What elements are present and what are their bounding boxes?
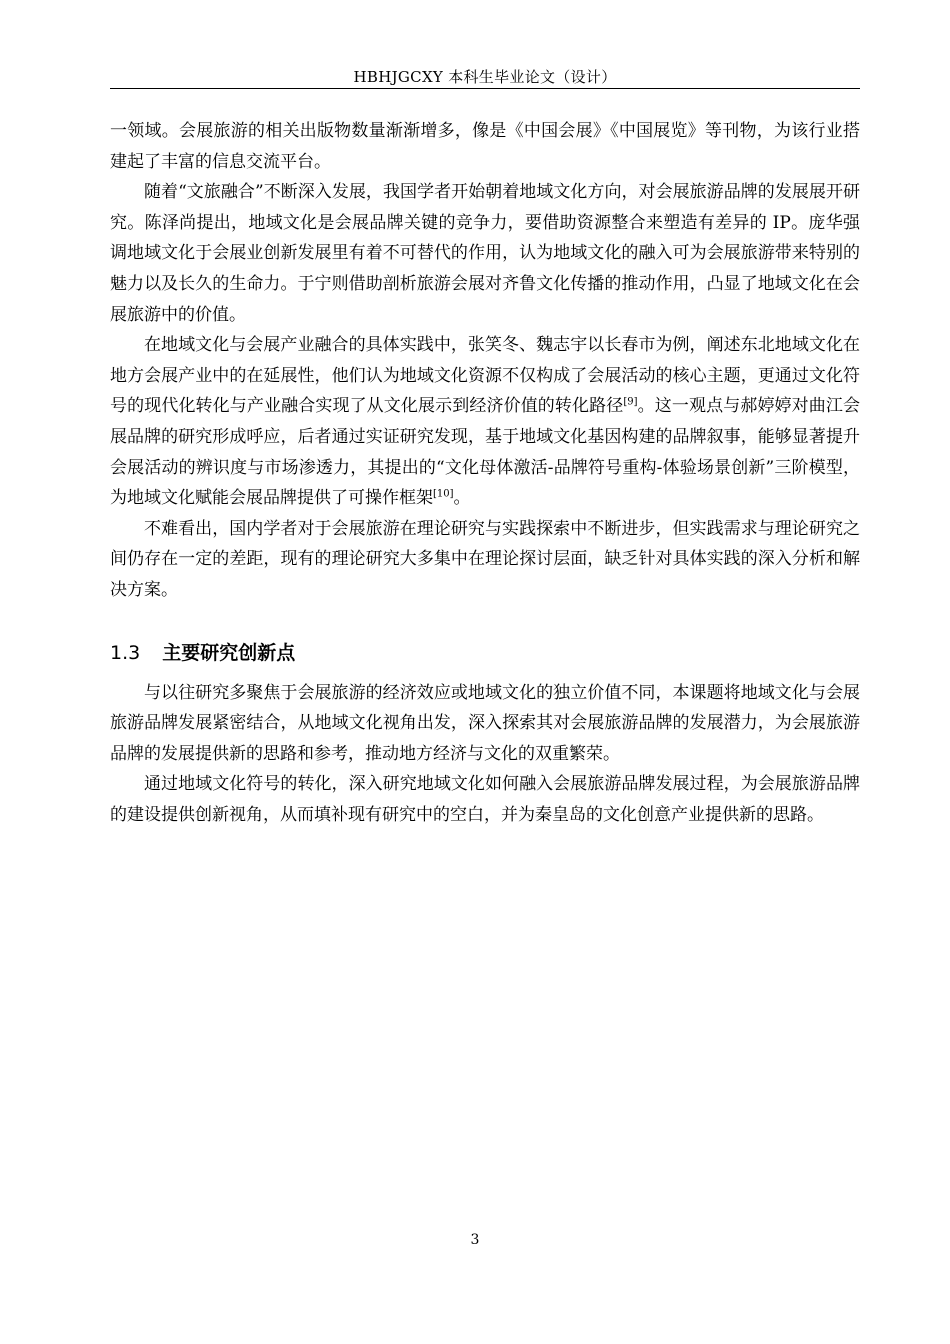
- citation-ref: [9]: [623, 396, 638, 408]
- body-paragraph: 不难看出，国内学者对于会展旅游在理论研究与实践探索中不断进步，但实践需求与理论研究之间仍存在一定的差距，现有的理论研究大多集中在理论探讨层面，缺乏针对具体实践的深入分析和解决方案。: [110, 518, 860, 600]
- paragraph-text: 。: [453, 488, 471, 509]
- body-paragraph: 随着“文旅融合”不断深入发展，我国学者开始朝着地域文化方向，对会展旅游品牌的发展展开研究。陈泽尚提出，地域文化是会展品牌关键的竞争力，要借助资源整合来塑造有差异的 IP。庞华强调地域文化于会展业创新发展里有着不可替代的作用，认为地域文化的融入可为会展旅游带来特别的魅力以及长久的生命力。于宁则借助剖析旅游会展对齐鲁文化传播的推动作用，凸显了地域文化在会展旅游中的价值。: [110, 182, 860, 325]
- header-divider: [110, 88, 860, 89]
- section-title: 主要研究创新点: [162, 641, 296, 664]
- paragraph-text: 在地域文化与会展产业融合的具体实践中，张笑冬、魏志宇以长春市为例，阐述东北地域文化在地方会展产业中的在延展性，他们认为地域文化资源不仅构成了会展活动的核心主题，更通过文化符号的现代化转化与产业融合实现了从文化展示到经济价值的转化路径: [110, 335, 860, 417]
- body-paragraph: [110, 330, 860, 514]
- section-number: 1.3: [110, 641, 141, 664]
- page-number: 3: [470, 1232, 480, 1248]
- running-header: HBHJGCXY 本科生毕业论文（设计）: [353, 68, 617, 86]
- body-paragraph: 通过地域文化符号的转化，深入研究地域文化如何融入会展旅游品牌发展过程，为会展旅游品牌的建设提供创新视角，从而填补现有研究中的空白，并为秦皇岛的文化创意产业提供新的思路。: [110, 774, 860, 825]
- document-body: [110, 116, 860, 830]
- body-paragraph: 与以往研究多聚焦于会展旅游的经济效应或地域文化的独立价值不同，本课题将地域文化与会展旅游品牌发展紧密结合，从地域文化视角出发，深入探索其对会展旅游品牌的发展潜力，为会展旅游品牌的发展提供新的思路和参考，推动地方经济与文化的双重繁荣。: [110, 682, 860, 764]
- paragraph-text: 。这一观点与郝婷婷对曲江会展品牌的研究形成呼应，后者通过实证研究发现，基于地域文化基因构建的品牌叙事，能够显著提升会展活动的辨识度与市场渗透力，其提出的“文化母体激活-品牌符号重构-体验场景创新”三阶模型，为地域文化赋能会展品牌提供了可操作框架: [110, 396, 861, 509]
- section-heading: [110, 638, 860, 668]
- body-paragraph: 一领域。会展旅游的相关出版物数量渐渐增多，像是《中国会展》《中国展览》等刊物，为该行业搭建起了丰富的信息交流平台。: [110, 121, 860, 172]
- citation-ref: [10]: [433, 488, 454, 500]
